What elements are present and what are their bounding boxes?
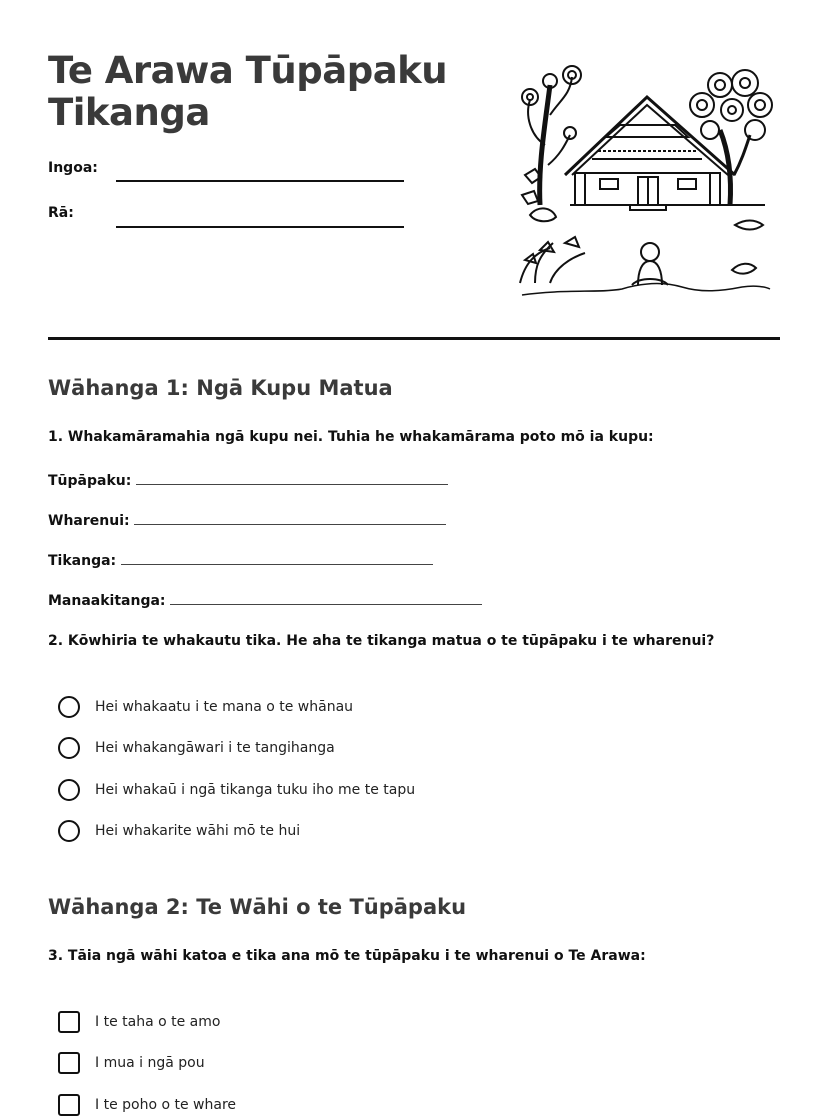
header-divider <box>48 337 780 340</box>
section-1-heading: Wāhanga 1: Ngā Kupu Matua <box>48 376 393 400</box>
option-label: I te taha o te amo <box>95 1014 221 1030</box>
question-3: 3. Tāia ngā wāhi katoa e tika ana mō te tūpāpaku i te wharenui o Te Arawa: <box>48 948 646 964</box>
term-label: Tikanga: <box>48 553 117 569</box>
q3-option[interactable] <box>58 1051 205 1075</box>
q3-option[interactable] <box>58 1010 220 1034</box>
q2-option[interactable] <box>58 819 300 843</box>
section-2-heading: Wāhanga 2: Te Wāhi o te Tūpāpaku <box>48 895 467 919</box>
q2-option[interactable] <box>58 778 415 802</box>
term-row-wharenui <box>48 510 446 529</box>
definition-blank[interactable] <box>136 470 448 485</box>
question-1: 1. Whakamāramahia ngā kupu nei. Tuhia he whakamārama poto mō ia kupu: <box>48 429 654 445</box>
wharenui-illustration <box>510 55 780 305</box>
radio-button[interactable] <box>58 737 80 759</box>
title-line-2: Tikanga <box>48 91 210 134</box>
option-label: I te poho o te whare <box>95 1097 237 1113</box>
q2-option[interactable] <box>58 695 353 719</box>
option-label: Hei whakarite wāhi mō te hui <box>95 823 301 839</box>
definition-blank[interactable] <box>134 510 446 525</box>
title-line-1: Te Arawa Tūpāpaku <box>48 49 448 92</box>
worksheet-title <box>48 50 488 134</box>
option-label: Hei whakaū i ngā tikanga tuku iho me te tapu <box>95 782 416 798</box>
option-label: Hei whakangāwari i te tangihanga <box>95 740 335 756</box>
q2-option[interactable] <box>58 736 335 760</box>
name-field[interactable] <box>116 180 404 182</box>
definition-blank[interactable] <box>121 550 433 565</box>
radio-button[interactable] <box>58 779 80 801</box>
q3-option[interactable] <box>58 1093 236 1117</box>
checkbox[interactable] <box>58 1094 80 1116</box>
term-label: Manaakitanga: <box>48 593 166 609</box>
term-row-manaakitanga <box>48 590 482 609</box>
radio-button[interactable] <box>58 696 80 718</box>
radio-button[interactable] <box>58 820 80 842</box>
checkbox[interactable] <box>58 1011 80 1033</box>
term-row-tupapaku <box>48 470 448 489</box>
option-label: I mua i ngā pou <box>95 1055 205 1071</box>
option-label: Hei whakaatu i te mana o te whānau <box>95 699 354 715</box>
term-row-tikanga <box>48 550 433 569</box>
name-label: Ingoa: <box>48 160 98 176</box>
term-label: Tūpāpaku: <box>48 473 132 489</box>
question-2: 2. Kōwhiria te whakautu tika. He aha te tikanga matua o te tūpāpaku i te wharenui? <box>48 633 715 649</box>
definition-blank[interactable] <box>170 590 482 605</box>
date-label: Rā: <box>48 205 74 221</box>
checkbox[interactable] <box>58 1052 80 1074</box>
term-label: Wharenui: <box>48 513 130 529</box>
date-field[interactable] <box>116 226 404 228</box>
